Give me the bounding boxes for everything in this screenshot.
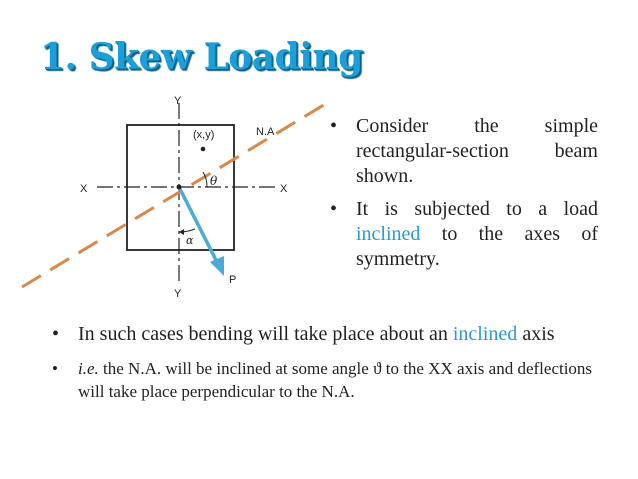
bullet-bending-post: axis (517, 323, 555, 345)
point-dot (201, 147, 206, 152)
bullet-ie (52, 357, 612, 403)
bullet-bending-pre: In such cases bending will take place about an (78, 323, 453, 345)
y-axis-top-label: Y (174, 95, 182, 107)
neutral-axis-line (22, 103, 327, 287)
bullet-bending-highlight: inclined (452, 323, 518, 345)
load-arrowhead (210, 256, 224, 276)
bottom-bullet-list (52, 322, 612, 403)
bullet-ie-text: the N.A. will be inclined at some angle ϑ to the XX axis and deflections will take place perpendicular to the N.A. (78, 359, 593, 401)
load-arrow-shaft (179, 187, 218, 264)
y-axis-bottom-label: Y (174, 288, 182, 300)
alpha-label: α (186, 234, 194, 247)
bullet-subjected-post: to the axes of symmetry. (356, 223, 598, 270)
load-label: P (229, 274, 237, 286)
right-bullet-list (330, 114, 598, 280)
bullet-bending (52, 322, 612, 347)
alpha-arrowhead (179, 229, 184, 235)
na-label: N.A (256, 126, 275, 138)
bullet-subjected-pre: It is subjected to a load (356, 198, 598, 220)
point-label: (x,y) (193, 129, 215, 141)
x-axis-right-label: X (280, 183, 288, 195)
x-axis-left-label: X (80, 183, 88, 195)
bullet-subjected (330, 197, 598, 272)
theta-label: θ (210, 174, 218, 188)
bullet-subjected-highlight: inclined (356, 223, 421, 245)
bullet-consider (330, 114, 598, 189)
bullet-ie-italic: i.e. (78, 359, 99, 378)
slide-title: 1. Skew Loading (40, 36, 363, 78)
bullet-consider-text: Consider the simple rectangular-section beam shown. (356, 115, 598, 187)
load-origin-dot (177, 185, 182, 190)
